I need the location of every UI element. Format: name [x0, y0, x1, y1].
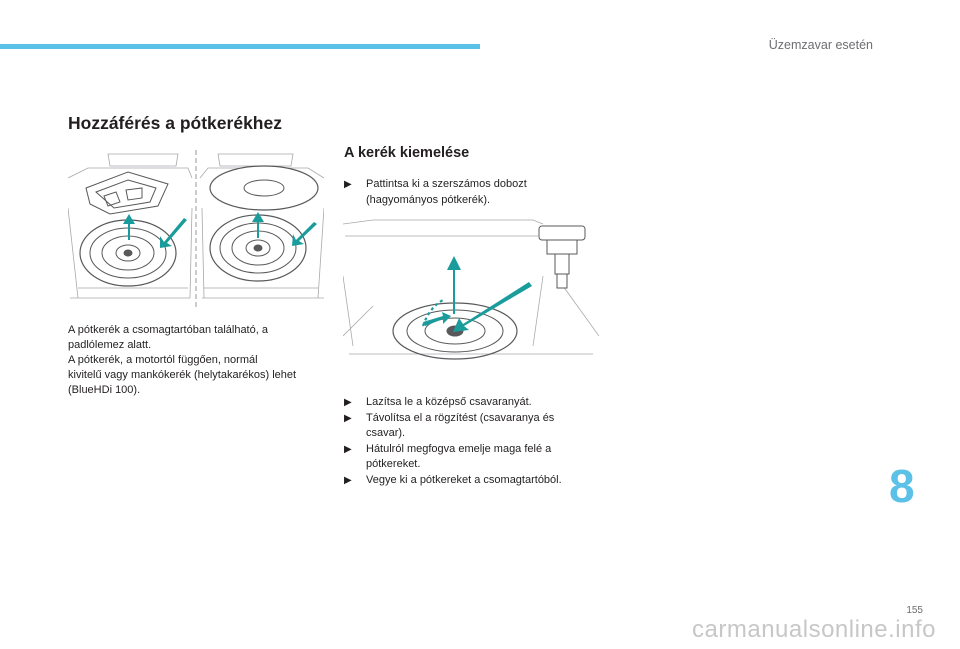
step-line: pótkereket.: [366, 458, 421, 470]
step-line: Távolítsa el a rögzítést (csavaranya és: [366, 411, 555, 424]
section-heading: A kerék kiemelése: [344, 145, 470, 161]
arrow-bullet-icon: ▶: [344, 474, 352, 486]
spare-wheel-location-text: [68, 323, 328, 398]
step-line: Vegye ki a pótkereket a csomagtartóból.: [366, 473, 562, 486]
arrow-bullet-icon: ▶: [344, 443, 352, 455]
step-line: (hagyományos pótkerék).: [366, 193, 491, 206]
arrow-bullet-icon: ▶: [344, 179, 352, 190]
step-item: [344, 473, 594, 489]
chapter-number: 8: [889, 460, 915, 512]
header-accent-bar: [0, 44, 480, 49]
step-line: Hátulról megfogva emelje maga felé a: [366, 442, 552, 455]
step-line: Pattintsa ki a szerszámos dobozt: [366, 178, 527, 190]
para-line: A pótkerék a csomagtartóban található, a: [68, 324, 268, 336]
para-line: (BlueHDi 100).: [68, 384, 141, 396]
arrow-bullet-icon: ▶: [344, 412, 352, 424]
step-item: [344, 442, 594, 473]
step-item: [344, 177, 594, 208]
step-line: csavar).: [366, 427, 406, 439]
steps-list-top: [344, 177, 594, 208]
chapter-title: Üzemzavar esetén: [768, 38, 873, 52]
step-item: [344, 411, 594, 442]
page-number: 155: [906, 605, 923, 616]
spare-wheel-access-illustration: [68, 148, 324, 312]
para-line: kivitelű vagy mankókerék (helytakarékos) lehet: [68, 369, 297, 381]
para-line: padlólemez alatt.: [68, 339, 152, 351]
steps-list-bottom: [344, 395, 594, 488]
page-heading: Hozzáférés a pótkerékhez: [68, 113, 282, 133]
watermark-text: carmanualsonline.info: [692, 616, 936, 643]
arrow-bullet-icon: ▶: [344, 397, 352, 408]
wheel-removal-illustration: [343, 216, 599, 362]
para-line: A pótkerék, a motortól függően, normál: [68, 354, 258, 366]
step-item: [344, 395, 594, 411]
step-line: Lazítsa le a középső csavaranyát.: [366, 396, 532, 408]
